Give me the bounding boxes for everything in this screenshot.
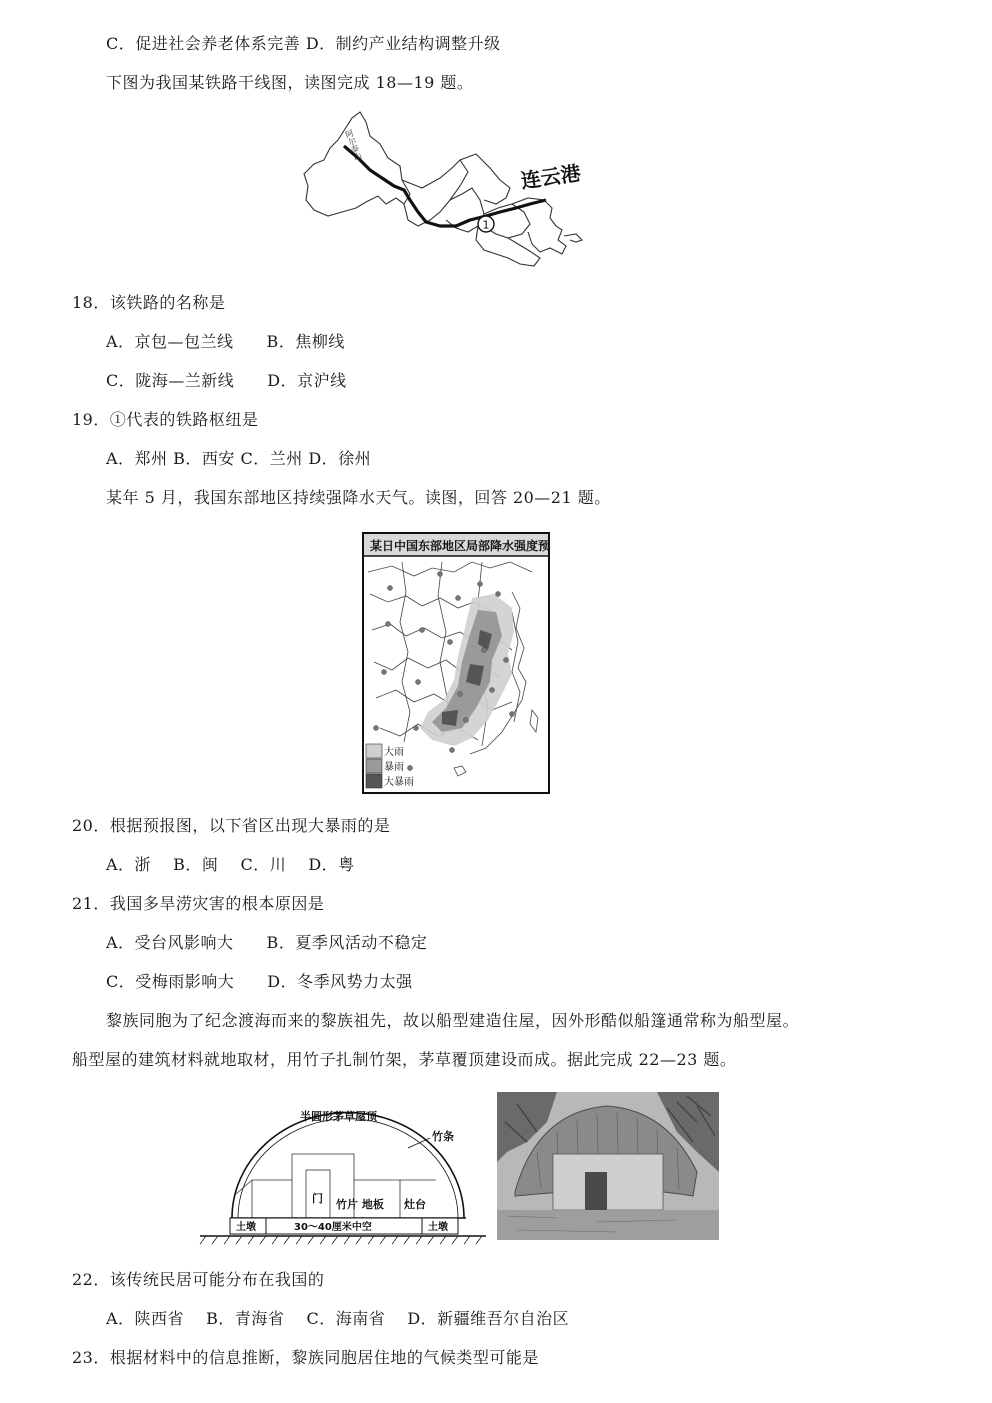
door-label: 门 — [312, 1192, 323, 1205]
q18-stem: 18．该铁路的名称是 — [72, 293, 226, 312]
xinjiang-outline — [304, 112, 410, 216]
legend-rainstorm: 暴雨 — [384, 762, 404, 773]
mountain-label: 阿尔泰山 — [343, 128, 364, 162]
q19-stem: 19．①代表的铁路枢纽是 — [72, 410, 259, 429]
intro-20-21: 某年 5 月，我国东部地区持续强降水天气。读图，回答 20—21 题。 — [106, 488, 611, 507]
boat-house-photo — [497, 1092, 719, 1240]
railway-map — [300, 108, 610, 270]
q17-options-cd: C．促进社会养老体系完善 D．制约产业结构调整升级 — [106, 34, 501, 53]
city-label-lianyungang: 连云港 — [519, 160, 583, 193]
gap-label: 30～40厘米中空 — [294, 1222, 372, 1233]
inner-mongolia-outline — [460, 154, 510, 204]
q20-options: A．浙 B．闽 C．川 D．粤 — [106, 855, 355, 874]
left-base-label: 土墩 — [236, 1222, 256, 1233]
rain-forecast-map — [362, 532, 550, 794]
legend-heavy-rain: 大雨 — [384, 747, 404, 758]
legend-severe-rainstorm: 大暴雨 — [384, 777, 414, 788]
coast-islands — [564, 234, 582, 242]
passage-line-2: 船型屋的建筑材料就地取材，用竹子扎制竹架，茅草覆顶建设而成。据此完成 22—23 题。 — [72, 1050, 737, 1069]
stove-label: 灶台 — [404, 1198, 426, 1211]
q18-options-cd: C．陇海—兰新线 D．京沪线 — [106, 371, 347, 390]
q22-stem: 22．该传统民居可能分布在我国的 — [72, 1270, 325, 1289]
bamboo-label: 竹条 — [432, 1130, 454, 1143]
floor-label: 竹片 地板 — [336, 1198, 384, 1211]
q23-stem: 23．根据材料中的信息推断，黎族同胞居住地的气候类型可能是 — [72, 1348, 539, 1367]
q21-stem: 21．我国多旱涝灾害的根本原因是 — [72, 894, 325, 913]
boat-house-diagram — [196, 1098, 488, 1246]
q22-options: A．陕西省 B．青海省 C．海南省 D．新疆维吾尔自治区 — [106, 1309, 570, 1328]
q19-options: A．郑州 B．西安 C．兰州 D．徐州 — [106, 449, 372, 468]
hub-marker-label: 1 — [482, 218, 490, 232]
q21-options-ab: A．受台风影响大 B．夏季风活动不稳定 — [106, 933, 428, 952]
passage-line-1: 黎族同胞为了纪念渡海而来的黎族祖先，故以船型建造住屋，因外形酷似船篷通常称为船型屋。 — [106, 1011, 800, 1030]
rain-map-title: 某日中国东部地区局部降水强度预报 — [370, 539, 550, 553]
northwest-outline — [402, 160, 468, 226]
railway-line — [344, 146, 546, 226]
q21-options-cd: C．受梅雨影响大 D．冬季风势力太强 — [106, 972, 413, 991]
q18-options-ab: A．京包—包兰线 B．焦柳线 — [106, 332, 345, 351]
right-base-label: 土墩 — [428, 1222, 448, 1233]
q20-stem: 20．根据预报图，以下省区出现大暴雨的是 — [72, 816, 391, 835]
roof-label: 半圆形茅草屋顶 — [300, 1110, 377, 1123]
intro-18-19: 下图为我国某铁路干线图，读图完成 18—19 题。 — [106, 73, 474, 92]
